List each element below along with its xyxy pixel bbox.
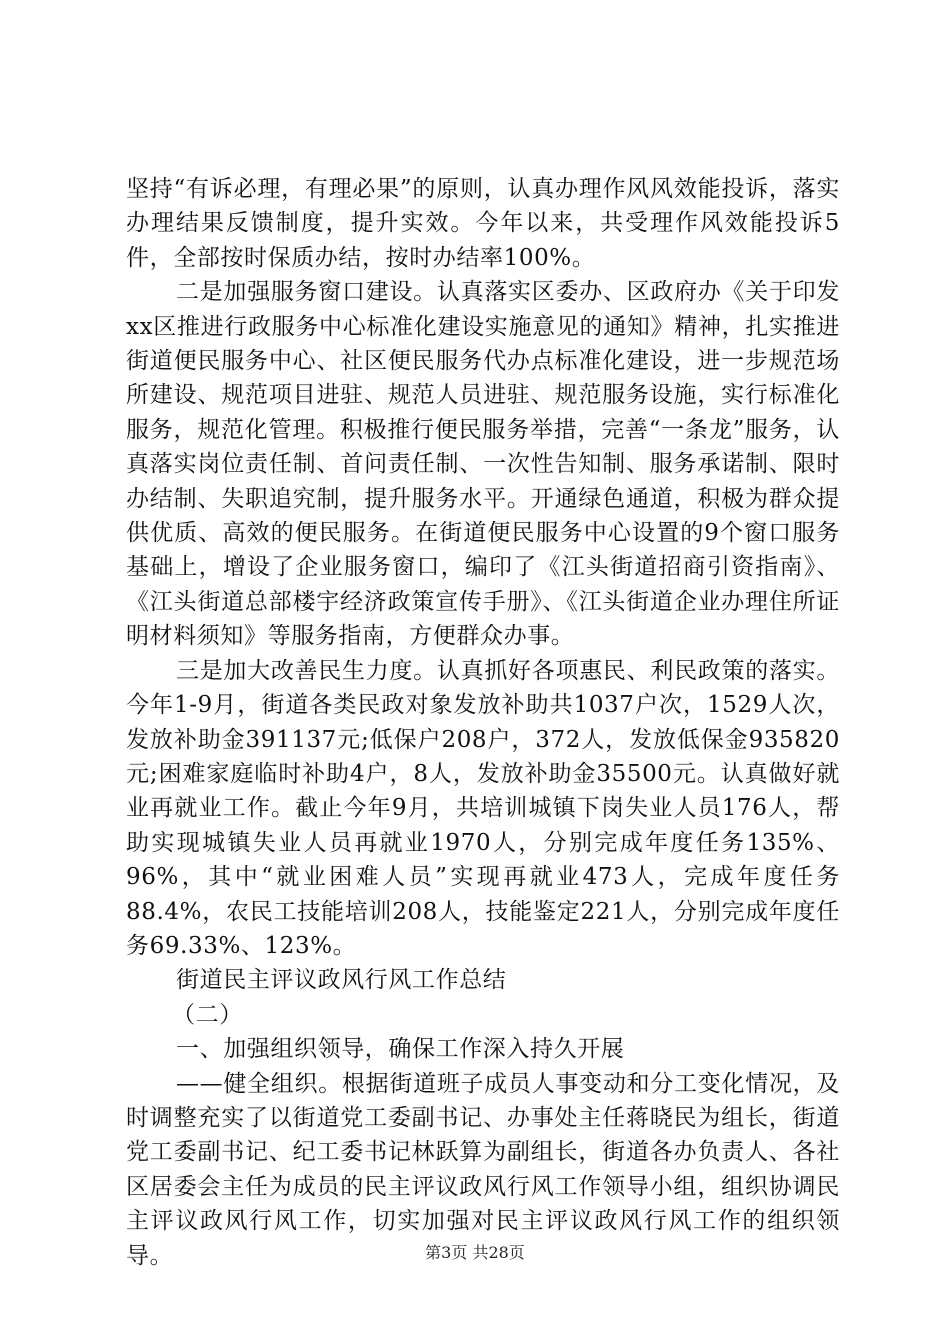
section-title: 街道民主评议政风行风工作总结 (176, 967, 507, 994)
document-body (126, 172, 840, 1273)
paragraph-service-window: 二是加强服务窗口建设。认真落实区委办、区政府办《关于印发xx区推进行政服务中心标准化建设实施意见的通知》精神，扎实推进街道便民服务中心、社区便民服务代办点标准化建设，进一步规范场所建设、规范项目进驻、规范人员进驻、规范服务设施，实行标准化服务，规范化管理。积极推行便民服务举措，完善“一条龙”服务，认真落实岗位责任制、首问责任制、一次性告知制、服务承诺制、限时办结制、失职追究制，提升服务水平。开通绿色通道，积极为群众提供优质、高效的便民服务。在街道便民服务中心设置的9个窗口服务基础上，增设了企业服务窗口，编印了《江头街道招商引资指南》、《江头街道总部楼宇经济政策宣传手册》、《江头街道企业办理住所证明材料须知》等服务指南，方便群众办事。 (126, 279, 840, 650)
section-number: （二） (172, 1001, 243, 1028)
page-footer: 第3页 共28页 (425, 1243, 525, 1262)
paragraph-organization: ——健全组织。根据街道班子成员人事变动和分工变化情况，及时调整充实了以街道党工委副书记、办事处主任蒋晓民为组长，街道党工委副书记、纪工委书记林跃算为副组长，街道各办负责人、各社区居委会主任为成员的民主评议政风行风工作领导小组，组织协调民主评议政风行风工作，切实加强对民主评议政风行风工作的组织领导。 (126, 1070, 840, 1269)
paragraph-complaint-handling: 坚持“有诉必理，有理必果”的原则，认真办理作风风效能投诉，落实办理结果反馈制度，提升实效。今年以来，共受理作风效能投诉5件，全部按时保质办结，按时办结率100%。 (126, 176, 840, 271)
paragraph-livelihood: 三是加大改善民生力度。认真抓好各项惠民、利民政策的落实。今年1-9月，街道各类民政对象发放补助共1037户次，1529人次，发放补助金391137元;低保户208户，372人，发放低保金935820元;困难家庭临时补助4户，8人，发放补助金35500元。认真做好就业再就业工作。截止今年9月，共培训城镇下岗失业人员176人，帮助实现城镇失业人员再就业1970人，分别完成年度任务135%、96%，其中“就业困难人员”实现再就业473人，完成年度任务88.4%，农民工技能培训208人，技能鉴定221人，分别完成年度任务69.33%、123%。 (126, 657, 840, 959)
section-heading: 一、加强组织领导，确保工作深入持久开展 (176, 1036, 625, 1063)
